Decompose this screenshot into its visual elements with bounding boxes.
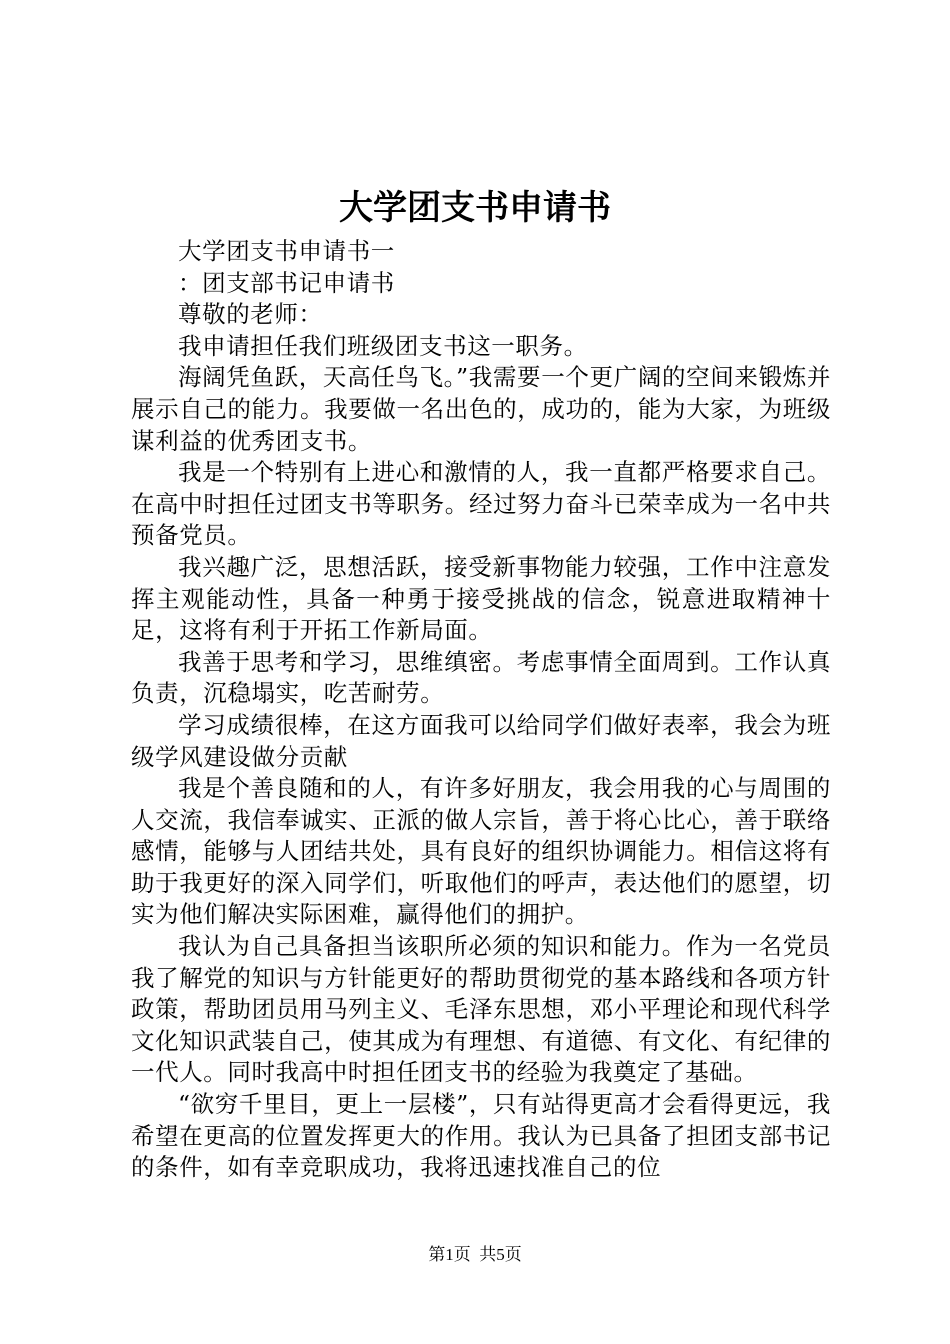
- paragraph: 我是一个特别有上进心和激情的人，我一直都严格要求自己。在高中时担任过团支书等职务。经过努力奋斗已荣幸成为一名中共预备党员。: [131, 458, 831, 550]
- paragraph-heading: 大学团支书申请书一: [178, 237, 395, 265]
- document-title: 大学团支书申请书: [339, 188, 611, 228]
- paragraph: “欲穷千里目，更上一层楼”，只有站得更高才会看得更远，我希望在更高的位置发挥更大的作用。我认为已具备了担团支部书记的条件，如有幸竞职成功，我将迅速找准自己的位: [131, 1090, 831, 1182]
- paragraph-salutation: 尊敬的老师：: [178, 300, 323, 329]
- paragraph: 我兴趣广泛，思想活跃，接受新事物能力较强，工作中注意发挥主观能动性，具备一种勇于接受挑战的信念，锐意进取精神十足，这将有利于开拓工作新局面。: [131, 552, 831, 645]
- paragraph: 我是个善良随和的人，有许多好朋友，我会用我的心与周围的人交流，我信奉诚实、正派的做人宗旨，善于将心比心，善于联络感情，能够与人团结共处，具有良好的组织协调能力。相信这将有助于我更好的深入同学们，听取他们的呼声，表达他们的愿望，切实为他们解决实际困难，赢得他们的拥护。: [131, 774, 831, 929]
- paragraph: 我申请担任我们班级团支书这一职务。: [178, 331, 588, 360]
- page-number-footer: 第1页 共5页: [428, 1245, 522, 1264]
- paragraph: 海阔凭鱼跃，天高任鸟飞。”我需要一个更广阔的空间来锻炼并展示自己的能力。我要做一名出色的，成功的，能为大家，为班级谋利益的优秀团支书。: [131, 363, 831, 455]
- paragraph-subheading: ：团支部书记申请书: [178, 268, 395, 297]
- paragraph: 学习成绩很棒，在这方面我可以给同学们做好表率，我会为班级学风建设做分贡献: [131, 710, 831, 771]
- paragraph: 我善于思考和学习，思维缜密。考虑事情全面周到。工作认真负责，沉稳塌实，吃苦耐劳。: [131, 647, 831, 708]
- paragraph: 我认为自己具备担当该职所必须的知识和能力。作为一名党员我了解党的知识与方针能更好的帮助贯彻党的基本路线和各项方针政策，帮助团员用马列主义、毛泽东思想，邓小平理论和现代科学文化知识武装自己，使其成为有理想、有道德、有文化、有纪律的一代人。同时我高中时担任团支书的经验为我奠定了基础。: [131, 932, 831, 1087]
- document-body: [131, 236, 831, 1184]
